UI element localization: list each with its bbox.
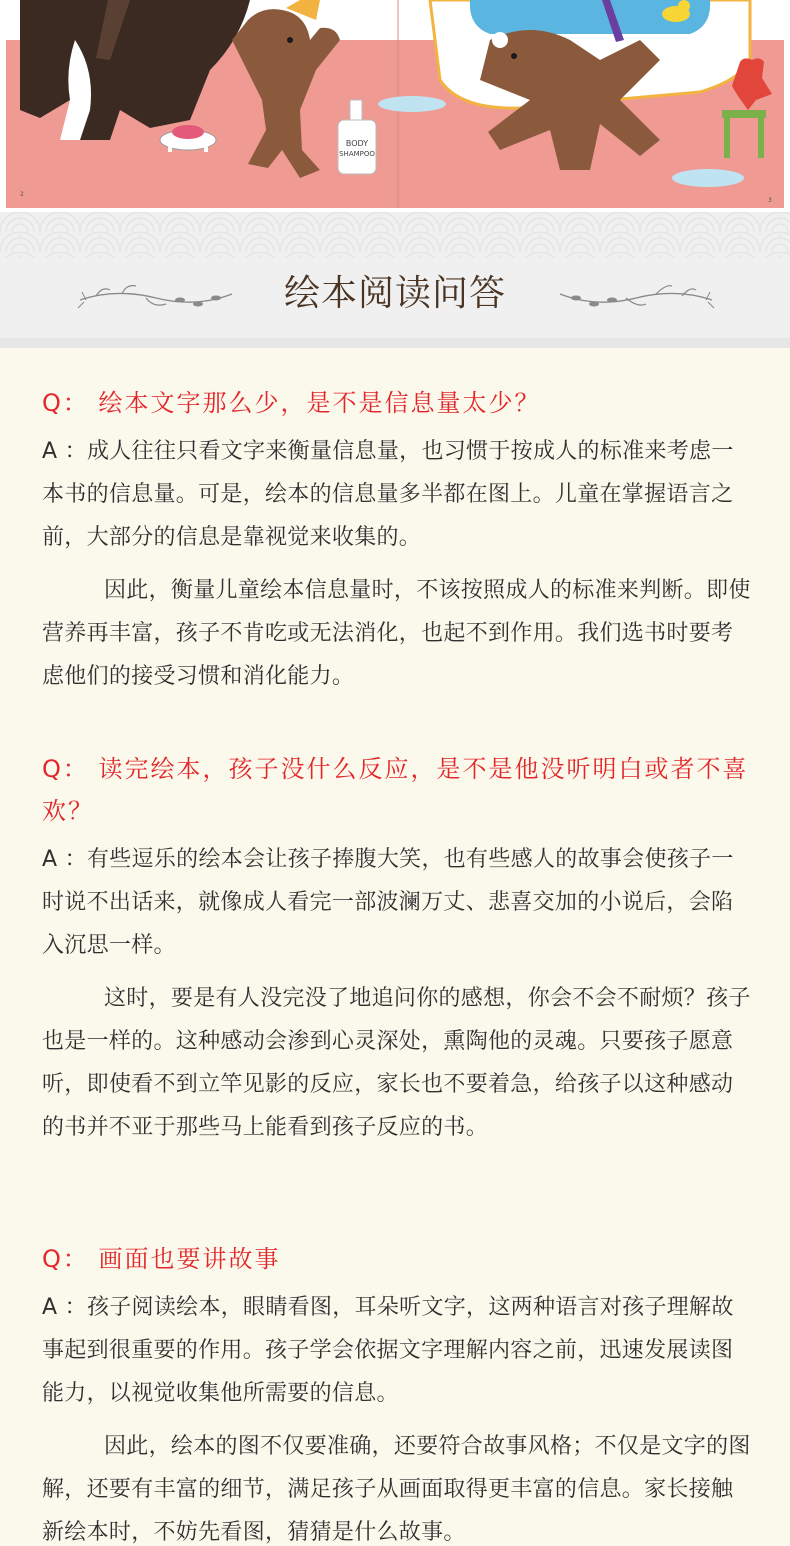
- page-number-left: 2: [20, 191, 24, 198]
- answer-paragraph: 这时，要是有人没完没了地追问你的感想，你会不会不耐烦？孩子也是一样的。这种感动会渗到心灵深处，熏陶他的灵魂。只要孩子愿意听，即使看不到立竿见影的反应，家长也不要着急，给孩子以这种感动的书并不亚于那些马上能看到孩子反应的书。: [42, 986, 751, 1140]
- section-title: 绘本阅读问答: [283, 273, 506, 314]
- qa-item: [42, 748, 754, 1149]
- qa-item: [42, 1238, 754, 1546]
- vine-ornament-right-icon: [556, 278, 716, 314]
- answer-paragraph: A ：孩子阅读绘本，眼睛看图，耳朵听文字，这两种语言对孩子理解故事起到很重要的作用。孩子学会依据文字理解内容之前，迅速发展读图能力，以视觉收集他所需要的信息。: [42, 1295, 734, 1406]
- bottle-label-line1: BODY: [345, 139, 369, 148]
- picture-book-illustration: [0, 0, 790, 212]
- answer-paragraph: A ：成人往往只看文字来衡量信息量，也习惯于按成人的标准来考虑一本书的信息量。可是，绘本的信息量多半都在图上。儿童在掌握语言之前，大部分的信息是靠视觉来收集的。: [42, 439, 734, 550]
- qa-item: [42, 382, 754, 698]
- section-header: [0, 212, 790, 348]
- answer-paragraph: 因此，绘本的图不仅要准确，还要符合故事风格；不仅是文字的图解，还要有丰富的细节，满足孩子从画面取得更丰富的信息。家长接触新绘本时，不妨先看图，猜猜是什么故事。: [42, 1434, 751, 1545]
- page-number-right: 3: [768, 197, 772, 204]
- answer-paragraph: 因此，衡量儿童绘本信息量时，不该按照成人的标准来判断。即使营养再丰富，孩子不肯吃或无法消化，也起不到作用。我们选书时要考虑他们的接受习惯和消化能力。: [42, 578, 751, 689]
- bath-scene-image: [0, 0, 790, 212]
- answer-paragraph: A ：有些逗乐的绘本会让孩子捧腹大笑，也有些感人的故事会使孩子一时说不出话来，就像成人看完一部波澜万丈、悲喜交加的小说后，会陷入沉思一样。: [42, 847, 734, 958]
- bottle-label-line2: SHAMPOO: [339, 150, 375, 158]
- question-text: Q： 画面也要讲故事: [42, 1245, 281, 1273]
- question-text: Q： 读完绘本，孩子没什么反应，是不是他没听明白或者不喜欢？: [42, 755, 749, 825]
- question-text: Q： 绘本文字那么少，是不是信息量太少？: [42, 389, 541, 417]
